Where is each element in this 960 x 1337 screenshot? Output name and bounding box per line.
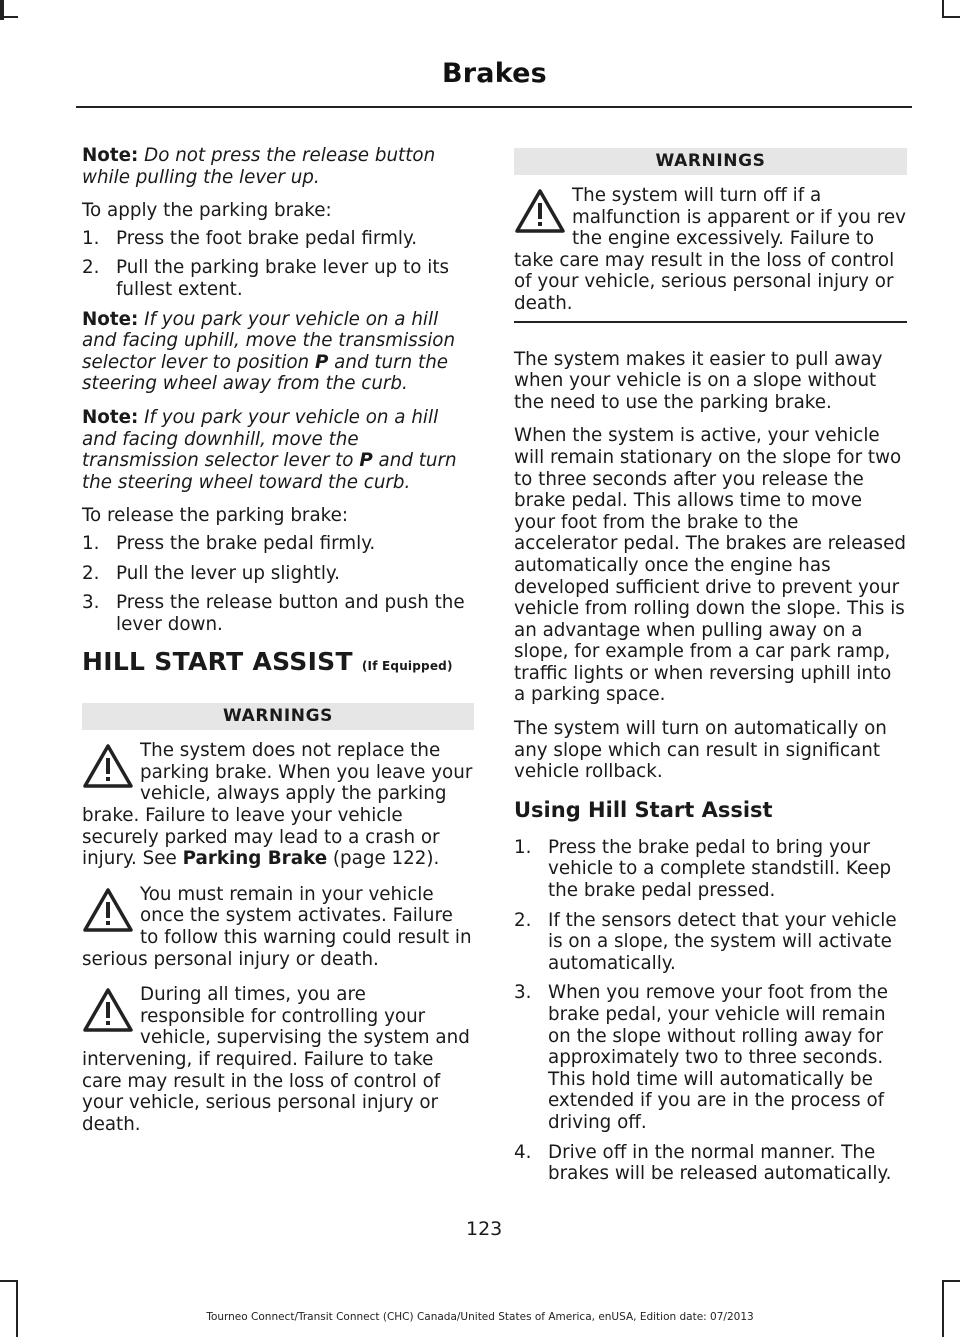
- section-heading: HILL START ASSIST (If Equipped): [82, 647, 453, 677]
- warning-triangle-icon: [82, 886, 134, 934]
- warnings-divider: [514, 321, 907, 323]
- crop-mark: [16, 1282, 18, 1337]
- page-number: 123: [466, 1218, 503, 1240]
- warnings-header: WARNINGS: [514, 148, 907, 175]
- list-item: 1. Press the brake pedal firmly.: [82, 532, 376, 554]
- apply-steps-list: [82, 228, 474, 301]
- header-divider: [76, 106, 912, 108]
- crop-mark: [4, 16, 18, 18]
- warnings-header: WARNINGS: [82, 703, 474, 730]
- warnings-box: [82, 703, 474, 1135]
- right-column: [514, 148, 907, 1193]
- list-item: 3. When you remove your foot from the brake pedal, your vehicle will remain on the slope without rolling away for approximately two to three seconds. This hold time will automatically be extended if you are in the process of driving off.: [514, 982, 888, 1133]
- warning-item: The system will turn off if a malfunction is apparent or if you rev the engine excessively. Failure to take care may result in the loss of control of your vehicle, serious personal injury or death.: [514, 185, 906, 314]
- left-column: [82, 145, 474, 1149]
- footer-edition: Tourneo Connect/Transit Connect (CHC) Canada/United States of America, enUSA, Edition date: 07/2013: [206, 1311, 754, 1323]
- crop-mark: [942, 16, 960, 18]
- crop-mark: [942, 0, 944, 16]
- list-item: 1. Press the foot brake pedal firmly.: [82, 227, 418, 249]
- warning-triangle-icon: [514, 187, 566, 235]
- paragraph: The system makes it easier to pull away when your vehicle is on a slope without the need to use the parking brake.: [514, 348, 883, 413]
- crop-mark: [942, 1280, 960, 1282]
- release-steps-list: [82, 533, 474, 635]
- note-release-button: Note: Do not press the release button while pulling the lever up.: [82, 145, 436, 188]
- paragraph: When the system is active, your vehicle will remain stationary on the slope for two to three seconds after you release the brake pedal. This allows time to move your foot from the brake to the accelerator pedal. The brakes are released automatically once the engine has developed sufficient drive to prevent your vehicle from rolling down the slope. This is an advantage when pulling away on a slope, for example from a car park ramp, traffic lights or when reversing uphill into a parking space.: [514, 425, 906, 706]
- warning-item: The system does not replace the parking brake. When you leave your vehicle, always apply the parking brake. Failure to leave your vehicle securely parked may lead to a crash or injury. See Parking Brake (page 122).: [82, 740, 473, 870]
- release-intro: To release the parking brake:: [82, 505, 348, 527]
- warning-triangle-icon: [82, 742, 134, 790]
- note-downhill: Note: If you park your vehicle on a hill and facing downhill, move the transmission selector lever to P and turn the steering wheel toward the curb.: [82, 406, 457, 493]
- crop-mark: [942, 1282, 944, 1337]
- warning-item: You must remain in your vehicle once the system activates. Failure to follow this warning could result in serious personal injury or death.: [82, 883, 472, 970]
- hill-assist-steps-list: [514, 837, 907, 1185]
- warning-triangle-icon: [82, 986, 134, 1034]
- list-item: 3. Press the release button and push the lever down.: [82, 592, 465, 635]
- apply-intro: To apply the parking brake:: [82, 200, 332, 222]
- list-item: 2. If the sensors detect that your vehicle is on a slope, the system will activate automatically.: [514, 909, 897, 974]
- list-item: 4. Drive off in the normal manner. The brakes will be released automatically.: [514, 1141, 892, 1185]
- list-item: 1. Press the brake pedal to bring your vehicle to a complete standstill. Keep the brake pedal pressed.: [514, 836, 892, 902]
- paragraph: The system will turn on automatically on any slope which can result in significant vehicle rollback.: [514, 718, 887, 783]
- page-title: Brakes: [442, 58, 547, 89]
- parking-brake-link[interactable]: Parking Brake: [182, 848, 328, 870]
- subsection-heading: Using Hill Start Assist: [514, 797, 773, 822]
- note-uphill: Note: If you park your vehicle on a hill and facing uphill, move the transmission selector lever to position P and turn the steering wheel away from the curb.: [82, 308, 456, 395]
- list-item: 2. Pull the parking brake lever up to its fullest extent.: [82, 257, 450, 300]
- list-item: 2. Pull the lever up slightly.: [82, 562, 340, 584]
- warning-item: During all times, you are responsible for controlling your vehicle, supervising the system and intervening, if required. Failure to take care may result in the loss of control of your vehicle, serious personal injury or death.: [82, 984, 470, 1135]
